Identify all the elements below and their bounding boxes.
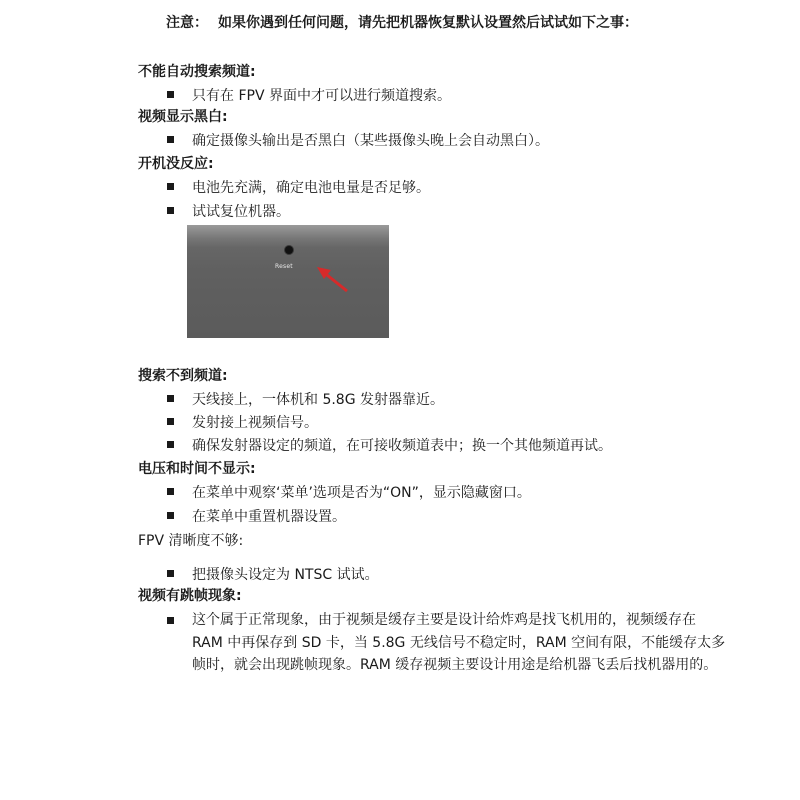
list-item: 试试复位机器。: [167, 203, 290, 221]
list-item: 发射接上视频信号。: [167, 414, 318, 432]
notice-text: 如果你遇到任何问题，请先把机器恢复默认设置然后试试如下之事：: [218, 15, 638, 31]
list-item: 在菜单中观察‘菜单’选项是否为“ON”，显示隐藏窗口。: [167, 484, 531, 502]
square-bullet-icon: [167, 570, 174, 577]
reset-button-photo: [187, 225, 389, 338]
list-item: 把摄像头设定为 NTSC 试试。: [167, 566, 379, 584]
square-bullet-icon: [167, 91, 174, 98]
list-item: 天线接上，一体机和 5.8G 发射器靠近。: [167, 391, 444, 409]
square-bullet-icon: [167, 512, 174, 519]
square-bullet-icon: [167, 395, 174, 402]
reset-label: Reset: [275, 263, 293, 270]
section-title-no-voltage: 电压和时间不显示:: [138, 461, 256, 477]
list-item: 确定摄像头输出是否黑白（某些摄像头晚上会自动黑白）。: [167, 132, 549, 150]
list-item: 这个属于正常现象，由于视频是缓存主要是设计给炸鸡是找飞机用的，视频缓存在 RAM 中再保存到 SD 卡，当 5.8G 无线信号不稳定时，RAM 空间有限，不能缓存太多帧时，就会出现跳帧现象。RAM 缓存视频主要设计用途是给机器飞丢后找机器用的。: [167, 609, 727, 677]
notice-line: [166, 12, 786, 32]
red-arrow-icon: [187, 225, 389, 338]
section-title-no-search: 不能自动搜索频道:: [138, 64, 256, 80]
section-title-fpv-clarity: FPV 清晰度不够:: [138, 533, 244, 549]
square-bullet-icon: [167, 488, 174, 495]
list-item: 只有在 FPV 界面中才可以进行频道搜索。: [167, 87, 451, 105]
square-bullet-icon: [167, 441, 174, 448]
notice-label: 注意：: [166, 15, 208, 31]
square-bullet-icon: [167, 136, 174, 143]
square-bullet-icon: [167, 617, 174, 624]
section-title-no-power: 开机没反应:: [138, 156, 214, 172]
square-bullet-icon: [167, 418, 174, 425]
list-item: 确保发射器设定的频道，在可接收频道表中；换一个其他频道再试。: [167, 437, 612, 455]
list-item: 电池先充满，确定电池电量是否足够。: [167, 179, 430, 197]
list-item: 在菜单中重置机器设置。: [167, 508, 346, 526]
square-bullet-icon: [167, 183, 174, 190]
section-title-no-channel: 搜索不到频道:: [138, 368, 228, 384]
section-title-black-video: 视频显示黑白:: [138, 109, 228, 125]
section-title-frame-skip: 视频有跳帧现象:: [138, 588, 242, 604]
square-bullet-icon: [167, 207, 174, 214]
